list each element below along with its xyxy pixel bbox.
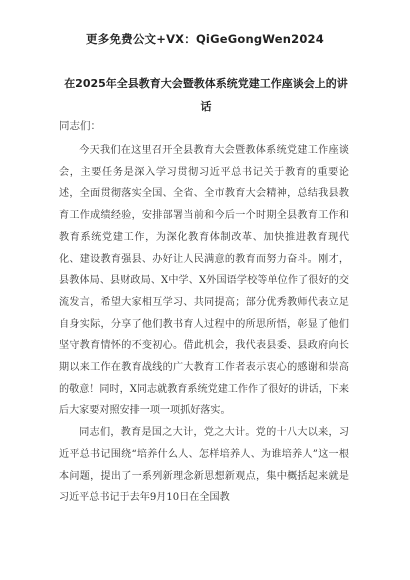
document-title: 在2025年全县教育大会暨教体系统党建工作座谈会上的讲话 [64, 77, 348, 113]
watermark-header: 更多免费公文+VX：QiGeGongWen2024 [86, 32, 324, 46]
salutation: 同志们： [59, 120, 101, 132]
paragraph-education-significance: 同志们，教育是国之大计，党之大计。党的十八大以来，习近平总书记围绕“培养什么人、怎样培养人、为谁培养人”这一根本问题，提出了一系列新理念新思想新观点，集中概括起来就是习近平总书记于去年9月10日在全国教 [59, 427, 349, 504]
paragraph-opening: 今天我们在这里召开全县教育大会暨教体系统党建工作座谈会，主要任务是深入学习贯彻习近平总书记关于教育的重要论述，全面贯彻落实全国、全省、全市教育大会精神，总结我县教育工作成绩经验，安排部署当前和今后一个时期全县教育工作和教育系统党建工作，为深化教育体制改革、加快推进教育现代化、建设教育强县、办好让人民满意的教育而努力奋斗。刚才，县教体局、县财政局、X中学、X外国语学校等单位作了很好的交流发言，希望大家相互学习、共同提高；部分优秀教师代表立足自身实际，分享了他们教书育人过程中的所思所悟，彰显了他们坚守教育情怀的不变初心。借此机会，我代表县委、县政府向长期以来工作在教育战线的广大教育工作者表示衷心的感谢和崇高的敬意！同时，X同志就教育系统党建工作作了很好的讲话，下来后大家要对照安排一项一项抓好落实。 [59, 145, 349, 417]
document-body [59, 140, 349, 509]
